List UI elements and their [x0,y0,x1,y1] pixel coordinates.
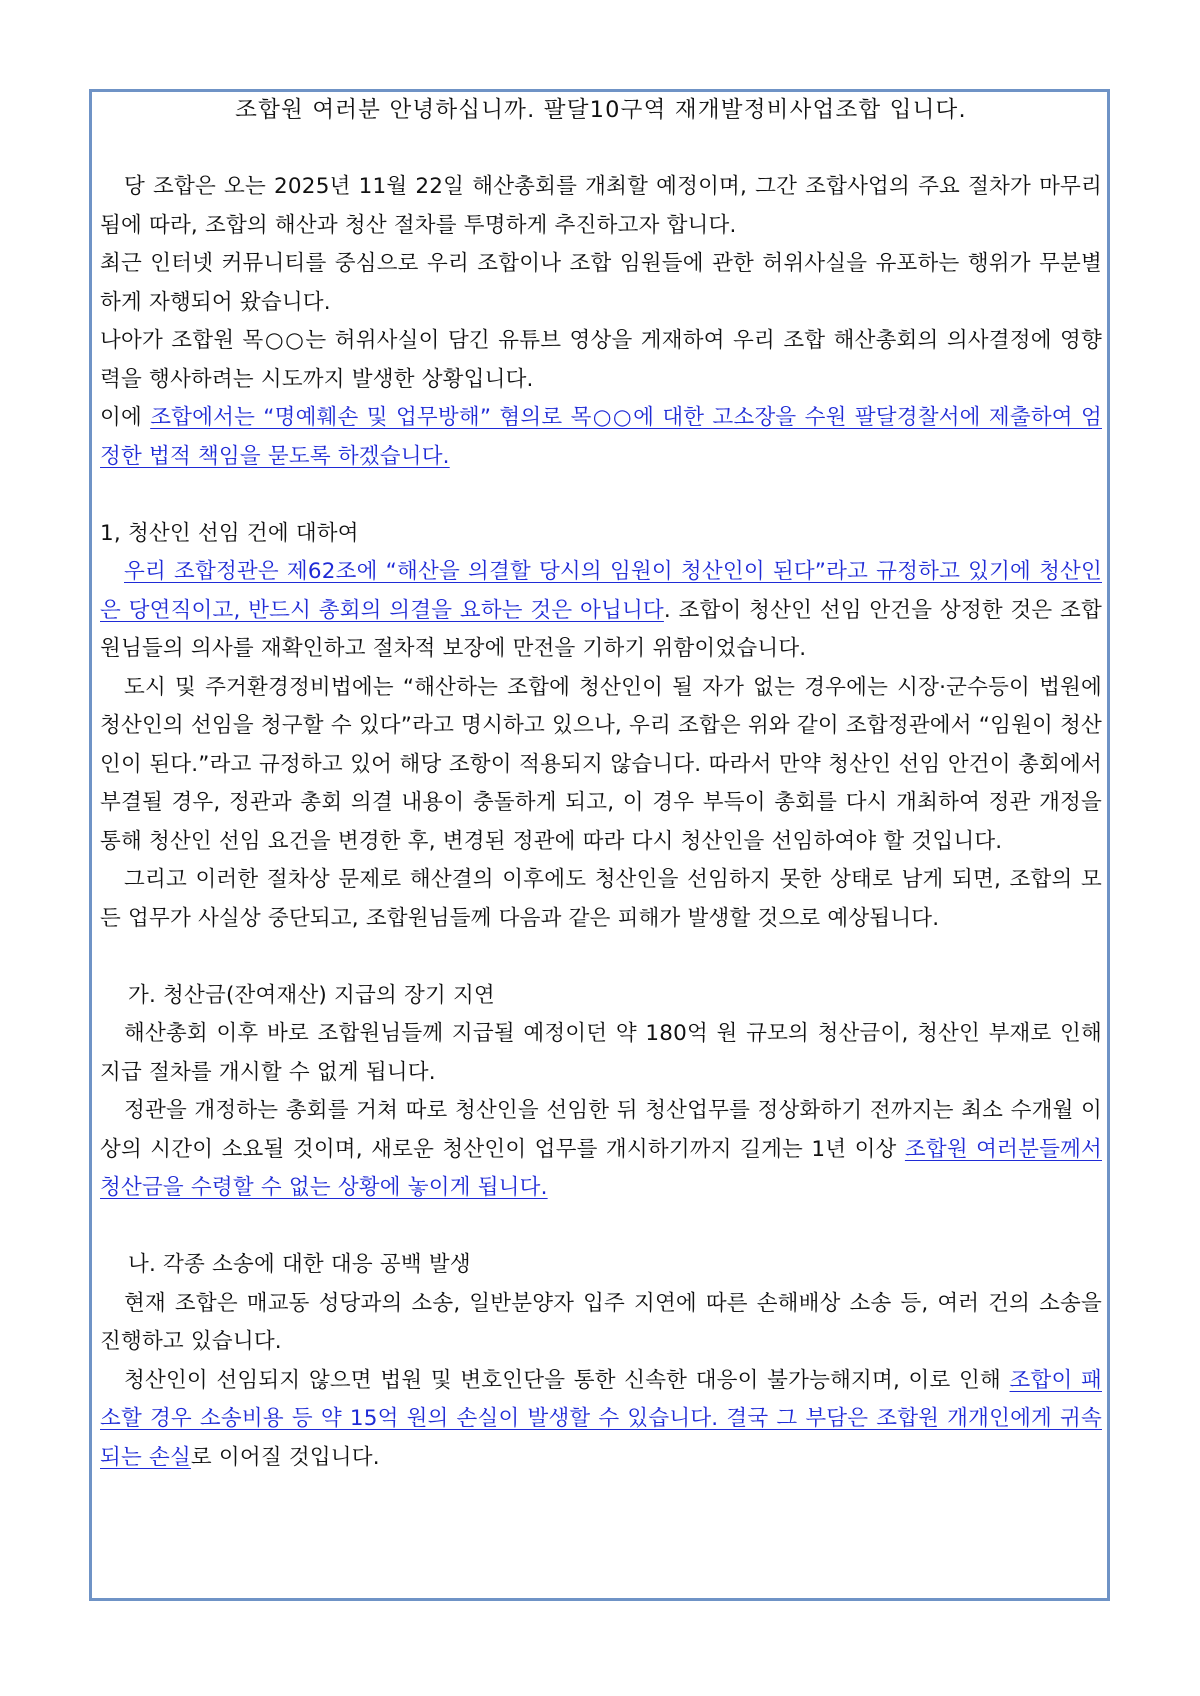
section-b-paragraph-1: 현재 조합은 매교동 성당과의 소송, 일반분양자 입주 지연에 따른 손해배상 소송 등, 여러 건의 소송을 진행하고 있습니다. [100,1290,1102,1354]
intro-paragraph-4 [100,399,1102,476]
spacer [100,1208,1102,1247]
section-b-heading: 나. 각종 소송에 대한 대응 공백 발생 [128,1252,471,1277]
document-body [100,89,1102,1477]
section-1-paragraph-3: 그리고 이러한 절차상 문제로 해산결의 이후에도 청산인을 선임하지 못한 상태로 남게 되면, 조합의 모든 업무가 사실상 중단되고, 조합원님들께 다음과 같은 피해가 발생할 것으로 예상됩니다. [100,867,1102,931]
section-1-paragraph-2: 도시 및 주거환경정비법에는 “해산하는 조합에 청산인이 될 자가 없는 경우에는 시장·군수등이 법원에 청산인의 선임을 청구할 수 있다”라고 명시하고 있으나, 우리 조합은 위와 같이 조합정관에서 “임원이 청산인이 된다.”라고 규정하고 있어 해당 조항이 적용되지 않습니다. 따라서 만약 청산인 선임 안건이 총회에서 부결될 경우, 정관과 총회 의결 내용이 충돌하게 되고, 이 경우 부득이 총회를 다시 개최하여 정관 개정을 통해 청산인 선임 요건을 변경한 후, 변경된 정관에 따라 다시 청산인을 선임하여야 할 것입니다. [100,674,1102,854]
section-b-paragraph-2-tail: 로 이어질 것입니다. [190,1444,380,1470]
section-1-heading: 1, 청산인 선임 건에 대하여 [100,520,359,546]
section-b-paragraph-2-text: 청산인이 선임되지 않으면 법원 및 변호인단을 통한 신속한 대응이 불가능해지며, 이로 인해 [124,1367,1010,1393]
litigation-loss-link[interactable]: 조합이 패소할 경우 소송비용 등 약 15억 원의 손실이 발생할 수 있습니다. 결국 그 부담은 조합원 개개인에게 귀속되는 손실 [100,1367,1102,1470]
intro-paragraph-3: 나아가 조합원 목○○는 허위사실이 담긴 유튜브 영상을 게재하여 우리 조합 해산총회의 의사결정에 영향력을 행사하려는 시도까지 발생한 상황입니다. [100,328,1102,392]
section-1-paragraph-1 [100,553,1102,669]
spacer [100,938,1102,977]
intro-paragraph-2: 최근 인터넷 커뮤니티를 중심으로 우리 조합이나 조합 임원들에 관한 허위사실을 유포하는 행위가 무분별하게 자행되어 왔습니다. [100,251,1102,315]
section-b-paragraph-2 [100,1362,1102,1478]
section-a-paragraph-2 [100,1092,1102,1208]
intro-paragraph-1: 당 조합은 오는 2025년 11월 22일 해산총회를 개최할 예정이며, 그간 조합사업의 주요 절차가 마무리됨에 따라, 조합의 해산과 청산 절차를 투명하게 추진하고자 합니다. [100,174,1102,238]
spacer [100,130,1102,169]
articles-62-link[interactable]: 우리 조합정관은 제62조에 “해산을 의결할 당시의 임원이 청산인이 된다”라고 규정하고 있기에 청산인은 당연직이고, 반드시 총회의 의결을 요하는 것은 아닙니다 [100,559,1102,623]
settlement-delay-link[interactable]: 조합원 여러분들께서 청산금을 수령할 수 없는 상황에 놓이게 됩니다. [100,1136,1102,1200]
document-title: 조합원 여러분 안녕하십니까. 팔달10구역 재개발정비사업조합 입니다. [235,97,967,123]
intro-lead-text: 이에 [100,405,151,430]
spacer [100,476,1102,515]
section-a-paragraph-1: 해산총회 이후 바로 조합원님들께 지급될 예정이던 약 180억 원 규모의 청산금이, 청산인 부재로 인해 지급 절차를 개시할 수 없게 됩니다. [100,1021,1102,1085]
complaint-notice-link[interactable]: 조합에서는 “명예훼손 및 업무방해” 혐의로 목○○에 대한 고소장을 수원 팔달경찰서에 제출하여 엄정한 법적 책임을 묻도록 하겠습니다. [100,405,1102,469]
section-1-paragraph-1-rest: . 조합이 청산인 선임 안건을 상정한 것은 조합원님들의 의사를 재확인하고 절차적 보장에 만전을 기하기 위함이었습니다. [100,597,1102,661]
section-a-paragraph-2-text: 정관을 개정하는 총회를 거쳐 따로 청산인을 선임한 뒤 청산업무를 정상화하기 전까지는 최소 수개월 이상의 시간이 소요될 것이며, 새로운 청산인이 업무를 개시하기까지 길게는 1년 이상 [100,1098,1102,1162]
section-a-heading: 가. 청산금(잔여재산) 지급의 장기 지연 [128,982,495,1008]
